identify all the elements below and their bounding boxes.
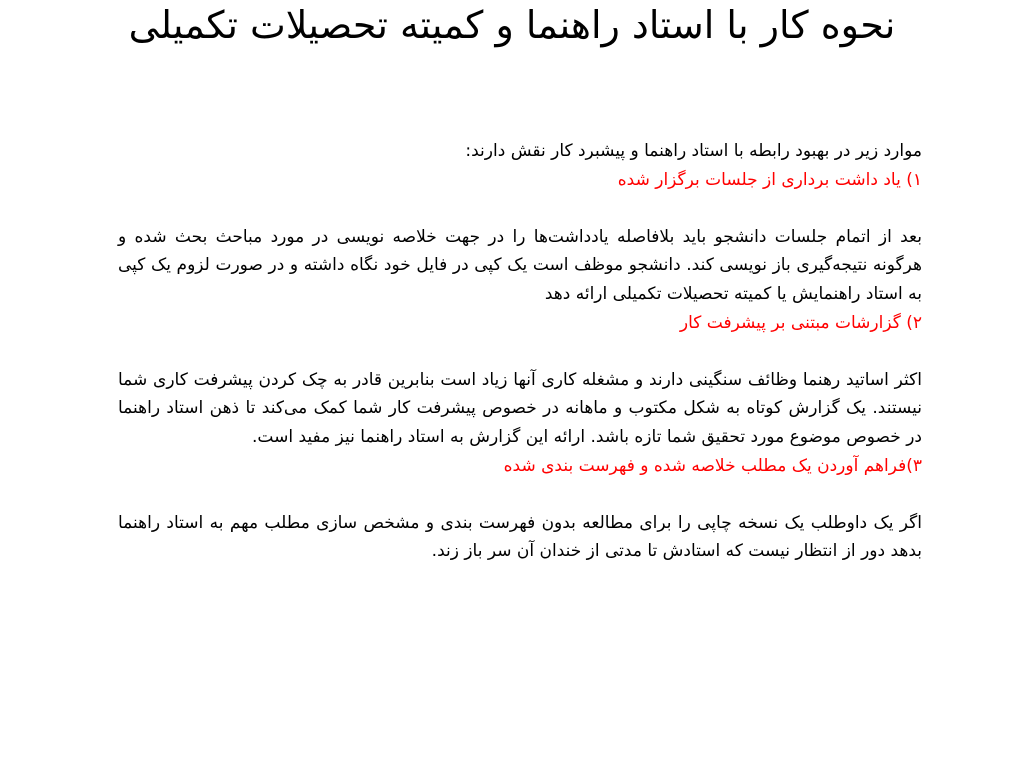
section-heading-2: ۲) گزارشات مبتنی بر پیشرفت کار <box>679 312 922 333</box>
section-body-1: بعد از اتمام جلسات دانشجو باید بلافاصله یادداشت‌ها را در جهت خلاصه نویسی در مورد مباحث بحث شده و هرگونه نتیجه‌گیری باز نویسی کند. دانشجو موظف است یک کپی در فایل خود نگاه داشته و در صورت لزوم یک کپی به استاد راهنمایش یا کمیته تحصیلات تکمیلی ارائه دهد <box>118 226 922 304</box>
slide-title: نحوه کار با استاد راهنما و کمیته تحصیلات تکمیلی <box>128 3 896 47</box>
section-body-2: اکثر اساتید رهنما وظائف سنگینی دارند و مشغله کاری آنها زیاد است بنابرین قادر به چک کردن پیشرفت کاری شما نیستند. یک گزارش کوتاه به شکل مکتوب و ماهانه در خصوص پیشرفت کار شما کمک می‌کند تا ذهن استاد راهنما در خصوص موضوع مورد تحقیق شما تازه باشد. ارائه این گزارش به استاد راهنما نیز مفید است. <box>118 369 922 447</box>
section-heading-3: ۳)فراهم آوردن یک مطلب خلاصه شده و فهرست بندی شده <box>503 455 922 476</box>
spacer <box>118 337 922 366</box>
spacer <box>118 194 922 223</box>
spacer <box>118 480 922 509</box>
section-heading-1: ۱) یاد داشت برداری از جلسات برگزار شده <box>617 169 922 190</box>
slide-content <box>118 137 922 566</box>
intro-text: موارد زیر در بهبود رابطه با استاد راهنما و پیشبرد کار نقش دارند: <box>465 141 922 161</box>
section-body-3: اگر یک داوطلب یک نسخه چاپی را برای مطالعه بدون فهرست بندی و مشخص سازی مطلب مهم به استاد راهنما بدهد دور از انتظار نیست که استادش تا مدتی از خندان آن سر باز زند. <box>118 512 922 562</box>
